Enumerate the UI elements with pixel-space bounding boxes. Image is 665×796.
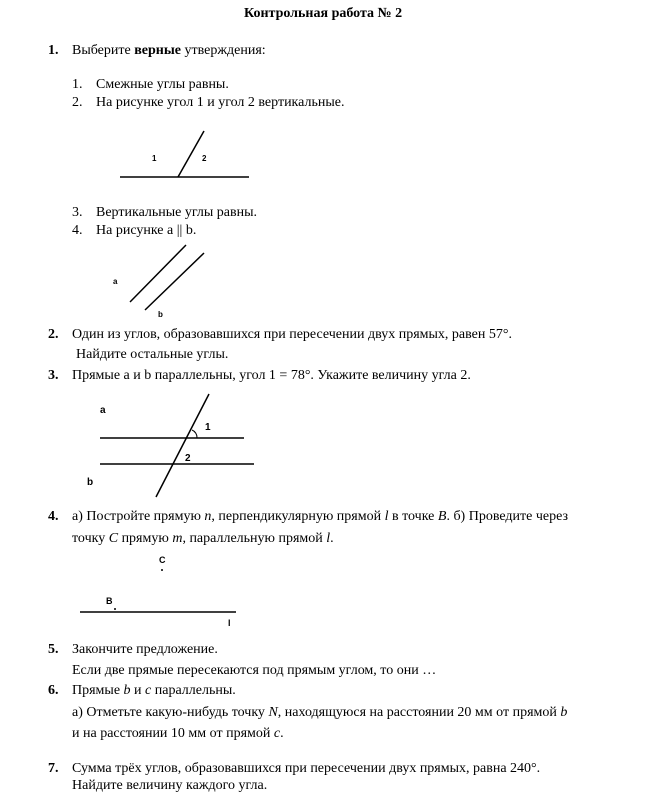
q1-item-4-text: На рисунке a || b.: [96, 223, 197, 238]
q4-l1-b: , перпендикулярную прямой: [211, 509, 385, 524]
question-5-line-1: Закончите предложение.: [72, 642, 218, 657]
fig4-point-B: [114, 608, 116, 610]
question-2-line-1: Один из углов, образовавшихся при пересечении двух прямых, равен 57°.: [72, 327, 512, 342]
fig2-line-b: [145, 253, 204, 310]
question-6-line-2: [72, 705, 567, 721]
question-1-number: 1.: [48, 43, 59, 58]
q1-item-3-number: 3.: [72, 205, 83, 220]
q6-var-b2: b: [560, 705, 568, 720]
question-4-line-1: [72, 509, 568, 525]
question-2-number: 2.: [48, 327, 59, 342]
q6-l3-d: .: [280, 726, 284, 741]
fig2-label-a: a: [113, 277, 118, 286]
q1-item-1-text: Смежные углы равны.: [96, 77, 229, 92]
q4-l1-d: . б) Проведите через: [446, 509, 569, 524]
q4-l1-c: в точке: [388, 509, 438, 524]
fig1-ray: [178, 131, 204, 177]
q1-item-2-number: 2.: [72, 95, 83, 110]
fig3-angle-arc: [192, 430, 197, 438]
fig3-label-b: b: [87, 477, 94, 488]
fig3-label-2: 2: [185, 453, 191, 464]
question-4-line-2: [72, 531, 334, 547]
q4-var-C: C: [108, 531, 119, 546]
q1-item-4-number: 4.: [72, 223, 83, 238]
q6-l2-b: , находящуюся на расстоянии 20 мм от прямой: [277, 705, 561, 720]
question-1-lead: Выберите: [72, 43, 135, 58]
q4-l2-b: прямую: [118, 531, 173, 546]
q4-var-l: l: [384, 509, 389, 524]
q4-l2-a: точку: [72, 531, 109, 546]
fig3-transversal: [156, 394, 209, 497]
q1-item-1-number: 1.: [72, 77, 83, 92]
question-2-line-2: Найдите остальные углы.: [76, 347, 229, 362]
question-7-line-2: Найдите величину каждого угла.: [72, 778, 268, 793]
question-6-line-3: [72, 726, 284, 742]
q4-var-B: B: [437, 509, 447, 524]
page-title: Контрольная работа № 2: [244, 6, 403, 21]
q4-l1-a: а) Постройте прямую: [72, 509, 205, 524]
q4-var-l2: l: [326, 531, 331, 546]
question-5-line-2: Если две прямые пересекаются под прямым углом, то они …: [72, 663, 437, 678]
q4-var-m: m: [172, 531, 183, 546]
fig4-label-B: B: [106, 596, 113, 606]
fig1-label-2: 2: [202, 154, 207, 163]
question-5-number: 5.: [48, 642, 59, 657]
q4-l2-d: .: [330, 531, 334, 546]
question-1-rest: утверждения:: [181, 43, 266, 58]
fig1-label-1: 1: [152, 154, 157, 163]
question-7-number: 7.: [48, 761, 59, 776]
fig3-label-a: a: [100, 405, 106, 416]
fig4-point-C: [161, 569, 163, 571]
q1-item-3-text: Вертикальные углы равны.: [96, 205, 258, 220]
q6-var-c2: c: [273, 726, 281, 741]
question-3-number: 3.: [48, 368, 59, 383]
fig4-label-l: l: [228, 618, 231, 628]
fig3-label-1: 1: [205, 422, 211, 433]
question-6-number: 6.: [48, 683, 59, 698]
question-7-line-1: Сумма трёх углов, образовавшихся при пересечении двух прямых, равна 240°.: [72, 761, 541, 776]
q6-l1-c: и: [130, 683, 146, 698]
question-6-line-1: [72, 683, 236, 699]
question-3-text: Прямые a и b параллельны, угол 1 = 78°. Укажите величину угла 2.: [72, 368, 471, 383]
q1-item-2-text: На рисунке угол 1 и угол 2 вертикальные.: [96, 95, 345, 110]
q6-l2-a: а) Отметьте какую-нибудь точку: [72, 705, 269, 720]
fig2-line-a: [130, 245, 186, 302]
q4-l2-c: , параллельную прямой: [182, 531, 327, 546]
q6-var-b: b: [123, 683, 131, 698]
question-1-bold: верные: [134, 43, 182, 58]
question-4-number: 4.: [48, 509, 59, 524]
q6-l1-e: параллельны.: [151, 683, 236, 698]
q4-var-n: n: [204, 509, 212, 524]
fig2-label-b: b: [158, 310, 163, 319]
q6-l3-a: и на расстоянии 10 мм от прямой: [72, 726, 274, 741]
fig4-label-C: C: [159, 555, 166, 565]
q6-l1-a: Прямые: [72, 683, 124, 698]
q6-var-N: N: [268, 705, 278, 720]
q6-var-c: c: [145, 683, 152, 698]
